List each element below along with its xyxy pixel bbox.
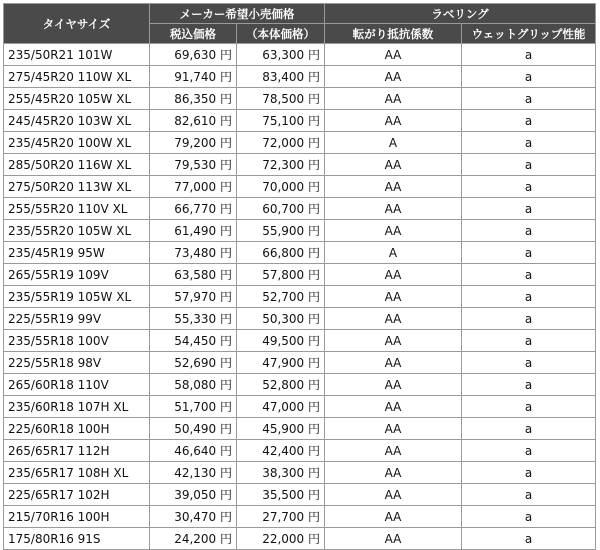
cell-rolling-resistance: AA xyxy=(325,308,462,330)
cell-rolling-resistance: AA xyxy=(325,110,462,132)
cell-price-body: 55,900 円 xyxy=(237,220,325,242)
table-row xyxy=(4,44,596,66)
cell-price-body: 63,300 円 xyxy=(237,44,325,66)
table-row xyxy=(4,66,596,88)
table-row xyxy=(4,264,596,286)
cell-rolling-resistance: AA xyxy=(325,198,462,220)
table-row xyxy=(4,374,596,396)
table-row xyxy=(4,220,596,242)
cell-wet-grip: a xyxy=(462,440,596,462)
header-tire-size: タイヤサイズ xyxy=(4,4,150,44)
cell-rolling-resistance: AA xyxy=(325,528,462,550)
cell-price-tax-included: 61,490 円 xyxy=(150,220,237,242)
cell-price-body: 70,000 円 xyxy=(237,176,325,198)
cell-price-tax-included: 54,450 円 xyxy=(150,330,237,352)
header-wet-grip: ウェットグリップ性能 xyxy=(462,24,596,44)
cell-price-tax-included: 42,130 円 xyxy=(150,462,237,484)
cell-rolling-resistance: AA xyxy=(325,220,462,242)
cell-tire-size: 245/45R20 103W XL xyxy=(4,110,150,132)
table-row xyxy=(4,88,596,110)
table-row xyxy=(4,484,596,506)
cell-rolling-resistance: AA xyxy=(325,440,462,462)
cell-price-body: 38,300 円 xyxy=(237,462,325,484)
cell-rolling-resistance: AA xyxy=(325,418,462,440)
table-row xyxy=(4,418,596,440)
table-row xyxy=(4,462,596,484)
table-row xyxy=(4,506,596,528)
header-rolling-resistance: 転がり抵抗係数 xyxy=(325,24,462,44)
cell-price-body: 35,500 円 xyxy=(237,484,325,506)
cell-rolling-resistance: AA xyxy=(325,264,462,286)
cell-rolling-resistance: AA xyxy=(325,330,462,352)
cell-price-tax-included: 57,970 円 xyxy=(150,286,237,308)
cell-price-tax-included: 66,770 円 xyxy=(150,198,237,220)
cell-rolling-resistance: AA xyxy=(325,506,462,528)
cell-price-body: 72,300 円 xyxy=(237,154,325,176)
cell-wet-grip: a xyxy=(462,330,596,352)
table-row xyxy=(4,528,596,550)
cell-price-tax-included: 30,470 円 xyxy=(150,506,237,528)
cell-wet-grip: a xyxy=(462,44,596,66)
cell-tire-size: 275/50R20 113W XL xyxy=(4,176,150,198)
cell-tire-size: 215/70R16 100H xyxy=(4,506,150,528)
cell-price-body: 57,800 円 xyxy=(237,264,325,286)
cell-tire-size: 275/45R20 110W XL xyxy=(4,66,150,88)
table-row xyxy=(4,308,596,330)
cell-wet-grip: a xyxy=(462,176,596,198)
header-labeling-group: ラベリング xyxy=(325,4,596,24)
cell-price-body: 60,700 円 xyxy=(237,198,325,220)
cell-rolling-resistance: AA xyxy=(325,352,462,374)
cell-price-body: 47,900 円 xyxy=(237,352,325,374)
cell-price-body: 52,700 円 xyxy=(237,286,325,308)
cell-tire-size: 235/55R18 100V xyxy=(4,330,150,352)
cell-price-tax-included: 91,740 円 xyxy=(150,66,237,88)
cell-price-body: 45,900 円 xyxy=(237,418,325,440)
cell-tire-size: 265/65R17 112H xyxy=(4,440,150,462)
cell-wet-grip: a xyxy=(462,352,596,374)
cell-price-tax-included: 24,200 円 xyxy=(150,528,237,550)
cell-price-body: 66,800 円 xyxy=(237,242,325,264)
cell-tire-size: 225/65R17 102H xyxy=(4,484,150,506)
cell-rolling-resistance: A xyxy=(325,242,462,264)
cell-wet-grip: a xyxy=(462,528,596,550)
cell-price-tax-included: 79,530 円 xyxy=(150,154,237,176)
cell-wet-grip: a xyxy=(462,462,596,484)
cell-tire-size: 235/55R20 105W XL xyxy=(4,220,150,242)
cell-price-tax-included: 77,000 円 xyxy=(150,176,237,198)
cell-price-body: 83,400 円 xyxy=(237,66,325,88)
cell-tire-size: 235/45R19 95W xyxy=(4,242,150,264)
cell-price-tax-included: 46,640 円 xyxy=(150,440,237,462)
cell-wet-grip: a xyxy=(462,286,596,308)
cell-price-tax-included: 86,350 円 xyxy=(150,88,237,110)
cell-price-tax-included: 39,050 円 xyxy=(150,484,237,506)
tire-price-table-container xyxy=(3,3,596,550)
cell-price-body: 49,500 円 xyxy=(237,330,325,352)
cell-price-body: 42,400 円 xyxy=(237,440,325,462)
cell-tire-size: 235/55R19 105W XL xyxy=(4,286,150,308)
cell-tire-size: 235/65R17 108H XL xyxy=(4,462,150,484)
cell-wet-grip: a xyxy=(462,484,596,506)
table-header xyxy=(4,4,596,44)
header-price-tax-included: 税込価格 xyxy=(150,24,237,44)
table-row xyxy=(4,352,596,374)
cell-rolling-resistance: AA xyxy=(325,462,462,484)
cell-price-body: 47,000 円 xyxy=(237,396,325,418)
table-row xyxy=(4,132,596,154)
cell-wet-grip: a xyxy=(462,88,596,110)
cell-wet-grip: a xyxy=(462,154,596,176)
cell-tire-size: 225/60R18 100H xyxy=(4,418,150,440)
cell-rolling-resistance: AA xyxy=(325,154,462,176)
cell-rolling-resistance: AA xyxy=(325,374,462,396)
cell-price-tax-included: 79,200 円 xyxy=(150,132,237,154)
cell-tire-size: 225/55R19 99V xyxy=(4,308,150,330)
table-body xyxy=(4,44,596,550)
cell-price-tax-included: 58,080 円 xyxy=(150,374,237,396)
cell-price-body: 78,500 円 xyxy=(237,88,325,110)
table-row xyxy=(4,198,596,220)
cell-wet-grip: a xyxy=(462,132,596,154)
cell-price-body: 22,000 円 xyxy=(237,528,325,550)
cell-wet-grip: a xyxy=(462,506,596,528)
cell-price-body: 52,800 円 xyxy=(237,374,325,396)
cell-rolling-resistance: AA xyxy=(325,176,462,198)
cell-wet-grip: a xyxy=(462,242,596,264)
table-row xyxy=(4,154,596,176)
cell-tire-size: 235/50R21 101W xyxy=(4,44,150,66)
cell-price-body: 27,700 円 xyxy=(237,506,325,528)
cell-wet-grip: a xyxy=(462,264,596,286)
cell-wet-grip: a xyxy=(462,418,596,440)
cell-wet-grip: a xyxy=(462,308,596,330)
cell-price-body: 72,000 円 xyxy=(237,132,325,154)
table-row xyxy=(4,110,596,132)
cell-tire-size: 265/60R18 110V xyxy=(4,374,150,396)
table-row xyxy=(4,396,596,418)
cell-wet-grip: a xyxy=(462,110,596,132)
cell-rolling-resistance: A xyxy=(325,132,462,154)
cell-rolling-resistance: AA xyxy=(325,484,462,506)
cell-price-body: 75,100 円 xyxy=(237,110,325,132)
cell-rolling-resistance: AA xyxy=(325,286,462,308)
cell-tire-size: 265/55R19 109V xyxy=(4,264,150,286)
table-row xyxy=(4,242,596,264)
cell-wet-grip: a xyxy=(462,396,596,418)
cell-price-tax-included: 55,330 円 xyxy=(150,308,237,330)
cell-tire-size: 255/45R20 105W XL xyxy=(4,88,150,110)
cell-wet-grip: a xyxy=(462,374,596,396)
table-row xyxy=(4,330,596,352)
cell-wet-grip: a xyxy=(462,220,596,242)
cell-rolling-resistance: AA xyxy=(325,396,462,418)
header-price-body: （本体価格） xyxy=(237,24,325,44)
cell-rolling-resistance: AA xyxy=(325,44,462,66)
cell-price-body: 50,300 円 xyxy=(237,308,325,330)
cell-tire-size: 255/55R20 110V XL xyxy=(4,198,150,220)
table-row xyxy=(4,286,596,308)
cell-tire-size: 175/80R16 91S xyxy=(4,528,150,550)
header-price-group: メーカー希望小売価格 xyxy=(150,4,325,24)
cell-price-tax-included: 52,690 円 xyxy=(150,352,237,374)
cell-price-tax-included: 69,630 円 xyxy=(150,44,237,66)
cell-rolling-resistance: AA xyxy=(325,88,462,110)
cell-price-tax-included: 73,480 円 xyxy=(150,242,237,264)
cell-price-tax-included: 63,580 円 xyxy=(150,264,237,286)
cell-price-tax-included: 82,610 円 xyxy=(150,110,237,132)
cell-price-tax-included: 51,700 円 xyxy=(150,396,237,418)
table-row xyxy=(4,176,596,198)
cell-tire-size: 235/60R18 107H XL xyxy=(4,396,150,418)
cell-wet-grip: a xyxy=(462,198,596,220)
cell-tire-size: 225/55R18 98V xyxy=(4,352,150,374)
table-row xyxy=(4,440,596,462)
cell-rolling-resistance: AA xyxy=(325,66,462,88)
tire-price-table xyxy=(3,3,596,550)
cell-price-tax-included: 50,490 円 xyxy=(150,418,237,440)
cell-tire-size: 285/50R20 116W XL xyxy=(4,154,150,176)
cell-tire-size: 235/45R20 100W XL xyxy=(4,132,150,154)
cell-wet-grip: a xyxy=(462,66,596,88)
